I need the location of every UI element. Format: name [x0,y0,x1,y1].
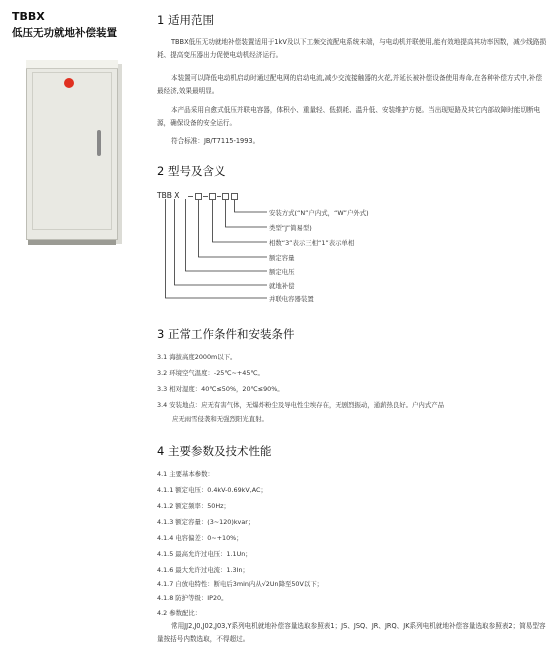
model-label-installation: 安装方式(“N”户内式，“W”户外式) [269,209,369,217]
condition-location: 3.4 安装地点：应无有害气体，无爆炸粉尘及导电性尘埃存在，无剧烈振动，通薪热良好。户内式产品 [157,401,444,409]
param-self-discharge: 4.1.7 自放电特性：断电后3min内从√2Un降至50V以下； [157,580,324,588]
param-max-overvoltage: 4.1.5 最高允许过电压：1.1Un； [157,550,252,558]
model-label-type: 类型“J”简易型) [269,224,312,232]
condition-temperature: 3.2 环境空气温度：-25℃~+45℃。 [157,369,264,377]
section-1-paragraph-3: 本产品采用自愈式低压并联电容器，体积小、重量轻、低损耗、温升低、安装维护方便。当出现短路及其它内部故障时能切断电源，确保设备的安全运行。 [157,106,541,128]
section-1-paragraph-2: 本装置可以降低电动机启动时通过配电网的启动电流,减少交流接触器的火花,并延长被补偿设备使用寿命,在各种补偿方式中,补偿最经济,效果最明显。 [157,74,543,96]
model-label-phases: 相数“3”表示三相“1”表示单相 [269,239,355,247]
condition-location-cont: 应无雨雪侵袭和无强烈阳光直射。 [172,415,268,423]
model-label-local-compensation: 就地补偿 [269,282,295,290]
param-rated-capacity: 4.1.3 额定容量：(3~120)kvar； [157,518,255,526]
code-box-3 [223,194,229,200]
param-rated-frequency: 4.1.2 额定频率：50Hz； [157,502,230,510]
code-box-2 [210,194,216,200]
door-handle [97,130,101,156]
param-ratio: 4.2 参数配比： [157,609,202,617]
code-box-4 [232,194,238,200]
section-1-title: 1 适用范围 [157,13,214,27]
code-box-1 [196,194,202,200]
section-2-title: 2 型号及含义 [157,164,226,178]
product-name: 低压无功就地补偿装置 [12,27,117,39]
param-basic: 4.1 主要基本参数： [157,470,214,478]
model-label-capacitor-device: 并联电容器装置 [269,295,314,303]
warning-sign-icon [64,78,74,88]
cabinet-base [28,240,116,245]
section-1-paragraph-1: TBBX低压无功就地补偿装置适用于1kV及以下工频交流配电系统末端，与电动机并联使用,能有效地提高其功率因数，减少线路损耗、提高变压器出力促使电动机经济运行。 [157,38,547,60]
model-code: TBB X [157,191,180,200]
section-4-title: 4 主要参数及技术性能 [157,444,272,458]
param-capacitance-deviation: 4.1.4 电容偏差：0~+10%； [157,534,243,542]
model-designation-diagram [157,190,277,300]
param-ratio-detail: 常用JJ2,J0,J02,J03,Y系列电机就地补偿容量选取参照表1；JS、JSQ、JR、JRQ、JK系列电机就地补偿容量选取参照表2；简易型容量按括号内数选取，不得超过。 [157,622,546,644]
section-3-title: 3 正常工作条件和安装条件 [157,327,295,341]
product-code: TBBX [12,10,45,23]
param-protection-grade: 4.1.8 防护等级：IP20。 [157,594,228,602]
condition-altitude: 3.1 海拔高度2000m以下。 [157,353,237,361]
param-rated-voltage: 4.1.1 额定电压：0.4kV-0.69kV,AC； [157,486,267,494]
model-label-voltage: 额定电压 [269,268,295,276]
model-label-capacity: 额定容量 [269,254,295,262]
section-1-standard: 符合标准：JB/T7115-1993。 [171,137,260,145]
param-max-overcurrent: 4.1.6 最大允许过电流：1.3In； [157,566,249,574]
condition-humidity: 3.3 相对湿度：40℃≤50%，20℃≤90%。 [157,385,284,393]
cabinet-top [26,60,118,69]
